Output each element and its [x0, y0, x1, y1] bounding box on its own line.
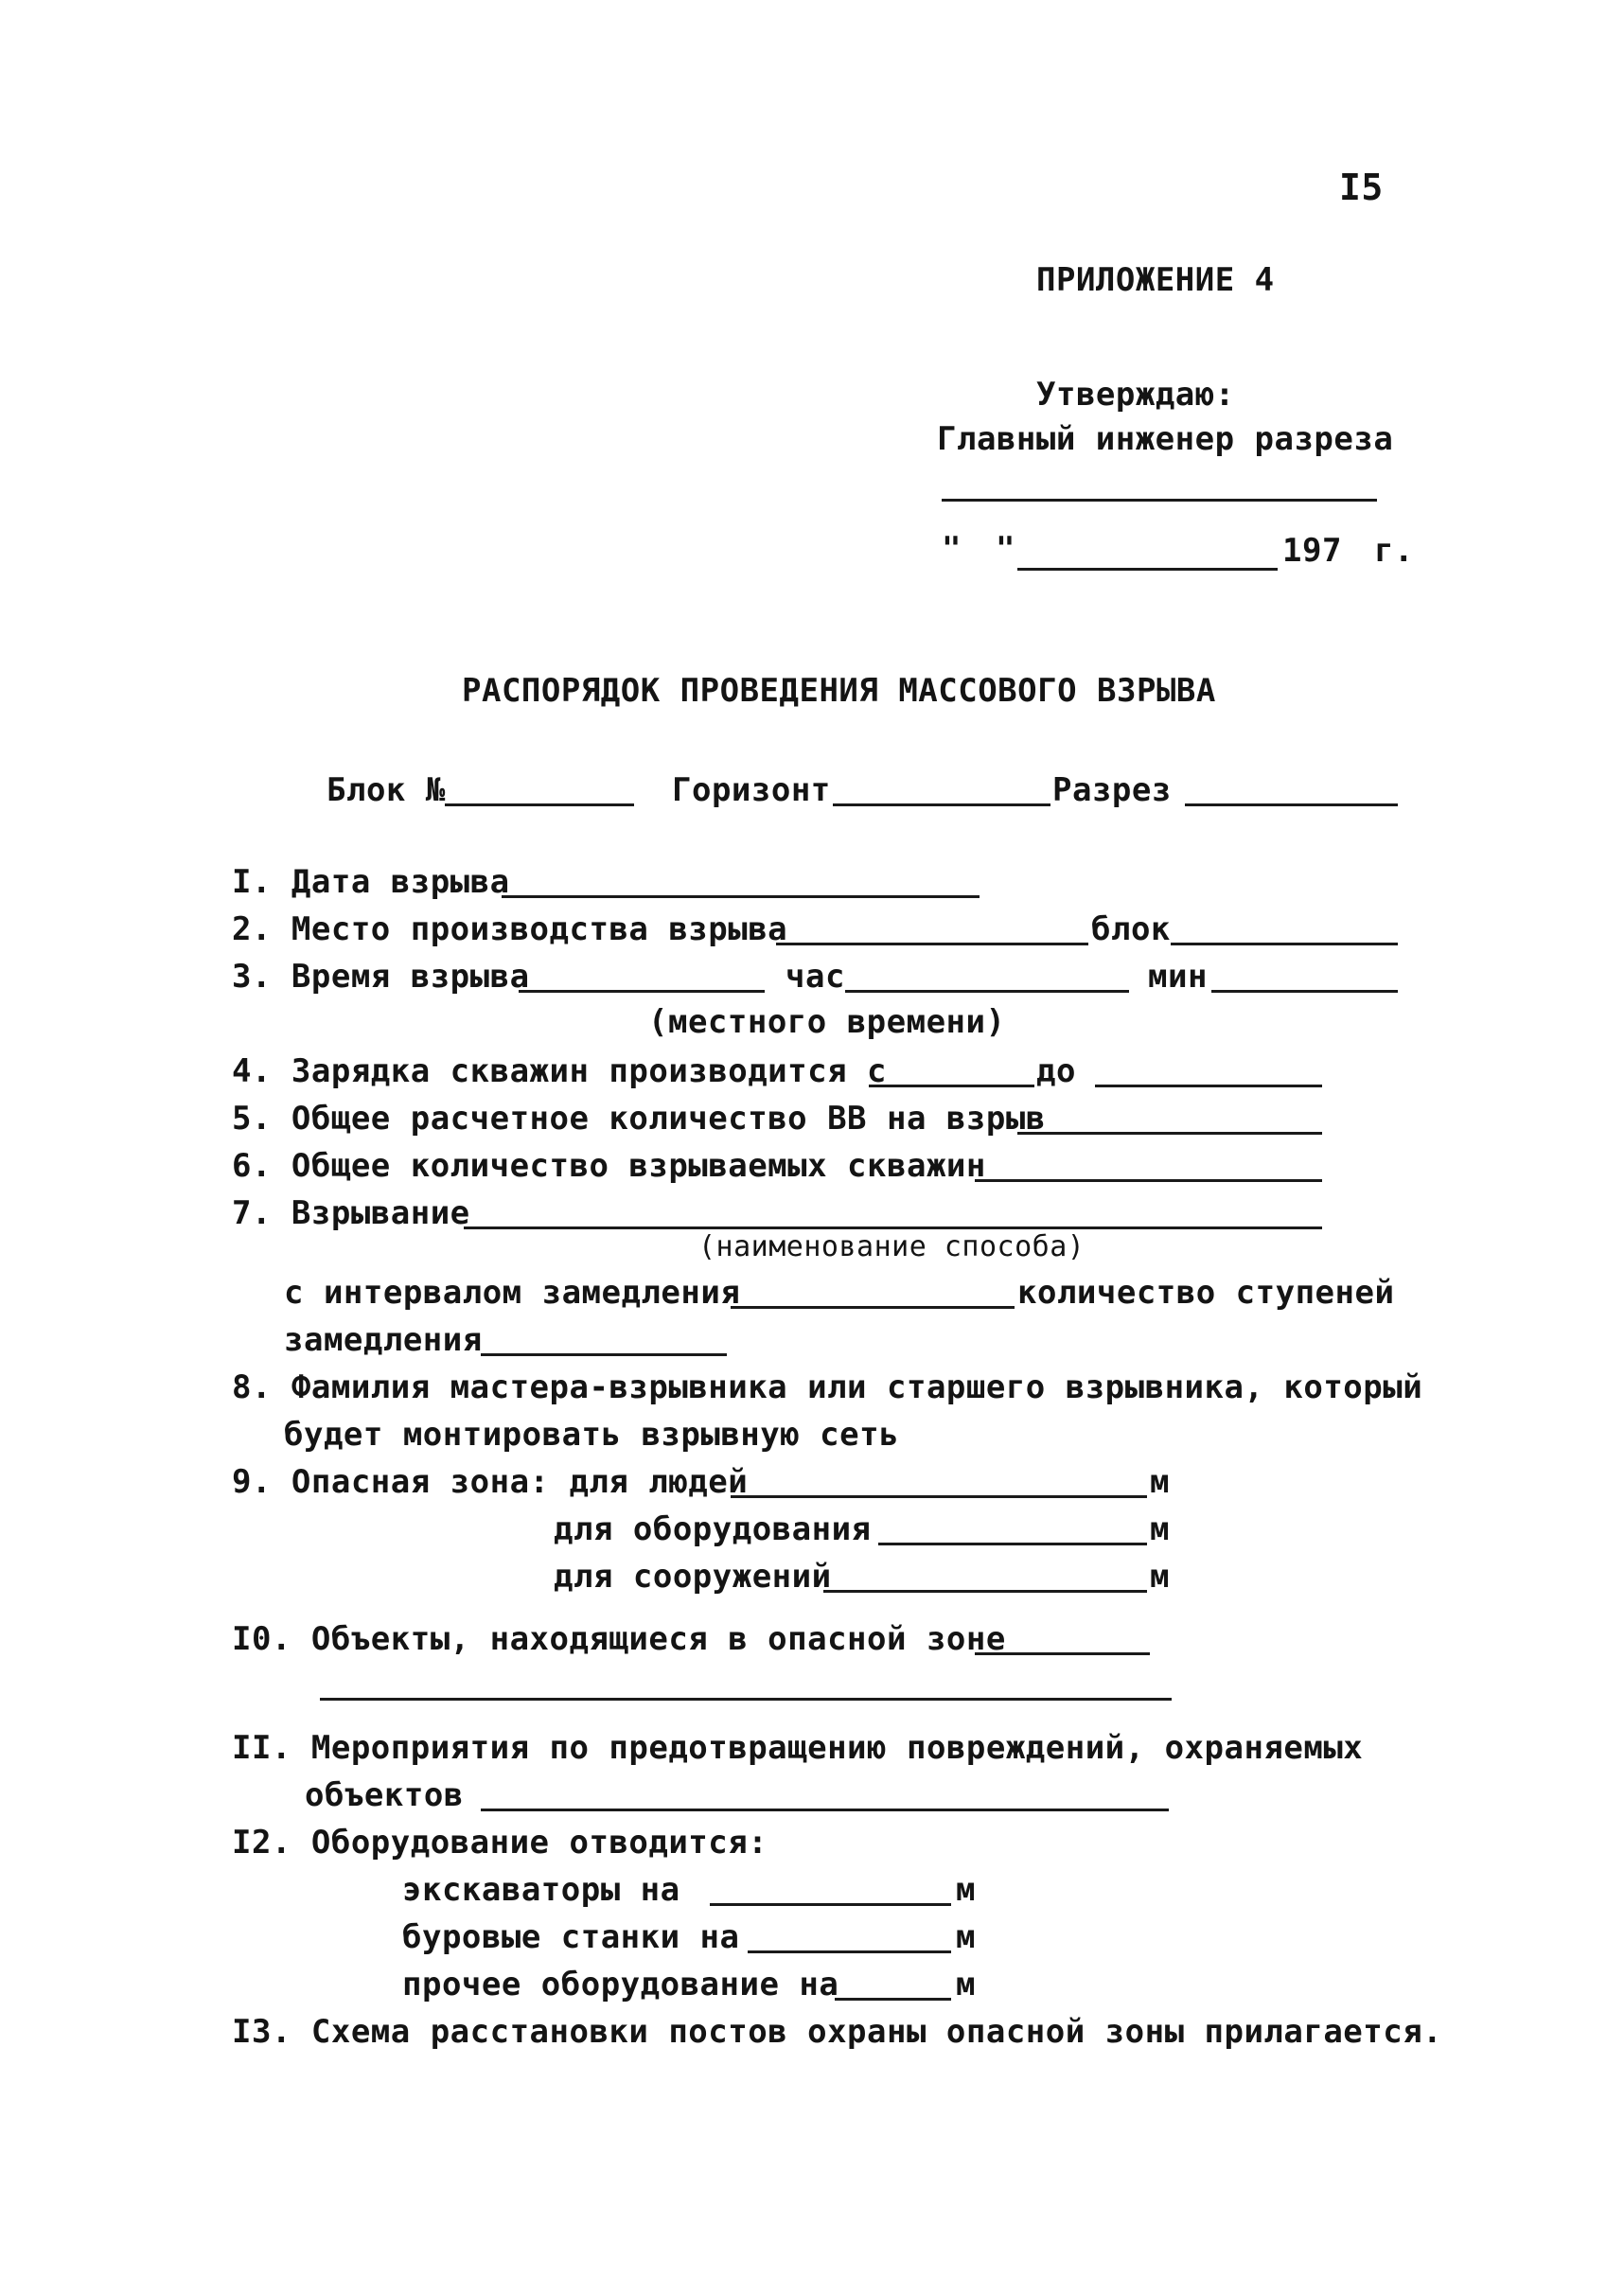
item-1-label: I. Дата взрыва	[232, 863, 510, 901]
item-4-to-label: до	[1036, 1052, 1076, 1090]
item-12-other-unit: м	[956, 1966, 976, 2003]
document-title: РАСПОРЯДОК ПРОВЕДЕНИЯ МАССОВОГО ВЗРЫВА	[462, 672, 1216, 710]
item-7-interval-line	[731, 1306, 1015, 1309]
item-5-label: 5. Общее расчетное количество ВВ на взрыв	[232, 1100, 1046, 1138]
item-9-people-unit: м	[1150, 1463, 1170, 1501]
item-3-line-c	[1211, 990, 1398, 993]
item-9-equipment-unit: м	[1150, 1510, 1170, 1548]
item-7-interval-label: с интервалом замедления	[284, 1274, 741, 1312]
item-2-line-a	[776, 943, 1088, 945]
item-13-label: I3. Схема расстановки постов охраны опасной зоны прилагается.	[232, 2013, 1443, 2051]
approval-year: 197	[1282, 532, 1342, 570]
approval-position: Главный инженер разреза	[937, 420, 1394, 458]
item-6-line	[975, 1179, 1322, 1182]
item-9-equipment-line	[878, 1543, 1147, 1545]
item-11-label-cont: объектов	[305, 1776, 464, 1814]
block-label: Блок №	[327, 771, 446, 809]
item-4-line-b	[1095, 1085, 1322, 1087]
item-4-label: 4. Зарядка скважин производится с	[232, 1052, 888, 1090]
approval-heading: Утверждаю:	[1036, 376, 1235, 414]
item-2-label: 2. Место производства взрыва	[232, 910, 788, 948]
item-12-excavators-label: экскаваторы на	[402, 1871, 680, 1909]
item-9-people-label: 9. Опасная зона: для людей	[232, 1463, 749, 1501]
horizon-field-line	[833, 803, 1050, 806]
date-quote-open: "	[942, 530, 962, 568]
item-2-line-b	[1171, 943, 1398, 945]
approval-year-suffix: г.	[1374, 532, 1414, 570]
date-line	[1017, 568, 1278, 571]
item-9-structures-line	[823, 1590, 1147, 1593]
item-9-equipment-label: для оборудования	[554, 1510, 872, 1548]
item-8-label-cont: будет монтировать взрывную сеть	[284, 1416, 900, 1454]
page-number: I5	[1339, 167, 1384, 208]
item-3-line-b	[845, 990, 1129, 993]
item-12-label: I2. Оборудование отводится:	[232, 1824, 768, 1862]
block-field-line	[445, 803, 634, 806]
item-3-note: (местного времени)	[648, 1003, 1006, 1041]
item-12-drills-label: буровые станки на	[402, 1918, 740, 1956]
pit-label: Разрез	[1052, 771, 1172, 809]
item-12-other-label: прочее оборудование на	[402, 1966, 839, 2003]
item-7-steps-label: количество ступеней	[1017, 1274, 1395, 1312]
item-12-other-line	[835, 1998, 951, 2001]
item-9-structures-label: для сооружений	[554, 1558, 832, 1596]
item-9-structures-unit: м	[1150, 1558, 1170, 1596]
item-2-block-label: блок	[1091, 910, 1171, 948]
item-7-delay-label: замедления	[284, 1321, 483, 1359]
item-9-people-line	[731, 1495, 1147, 1498]
item-3-line-a	[519, 990, 765, 993]
item-11-line	[481, 1809, 1169, 1811]
date-quote-close: "	[996, 530, 1015, 568]
item-12-excavators-line	[710, 1903, 951, 1906]
item-10-label: I0. Объекты, находящиеся в опасной зоне	[232, 1620, 1006, 1658]
item-12-drills-unit: м	[956, 1918, 976, 1956]
item-12-excavators-unit: м	[956, 1871, 976, 1909]
item-4-line-a	[869, 1085, 1034, 1087]
horizon-label: Горизонт	[672, 771, 831, 809]
item-6-label: 6. Общее количество взрываемых скважин	[232, 1147, 986, 1185]
item-8-label: 8. Фамилия мастера-взрывника или старшего взрывника, который	[232, 1368, 1423, 1406]
item-3-label: 3. Время взрыва	[232, 958, 530, 996]
item-3-min-label: мин	[1148, 958, 1208, 996]
appendix-label: ПРИЛОЖЕНИЕ 4	[1036, 261, 1275, 299]
item-12-drills-line	[748, 1950, 951, 1953]
signature-line	[942, 499, 1377, 502]
item-11-label: II. Мероприятия по предотвращению повреждений, охраняемых	[232, 1729, 1364, 1767]
item-7-note: (наименование способа)	[698, 1230, 1086, 1263]
item-10-line-a	[975, 1652, 1150, 1655]
item-7-label: 7. Взрывание	[232, 1194, 470, 1232]
item-7-delay-line	[481, 1353, 727, 1356]
item-1-line	[502, 895, 980, 898]
pit-field-line	[1185, 803, 1398, 806]
item-3-hour-label: час	[786, 958, 845, 996]
item-10-line-b	[320, 1698, 1172, 1701]
item-5-line	[1017, 1132, 1322, 1135]
